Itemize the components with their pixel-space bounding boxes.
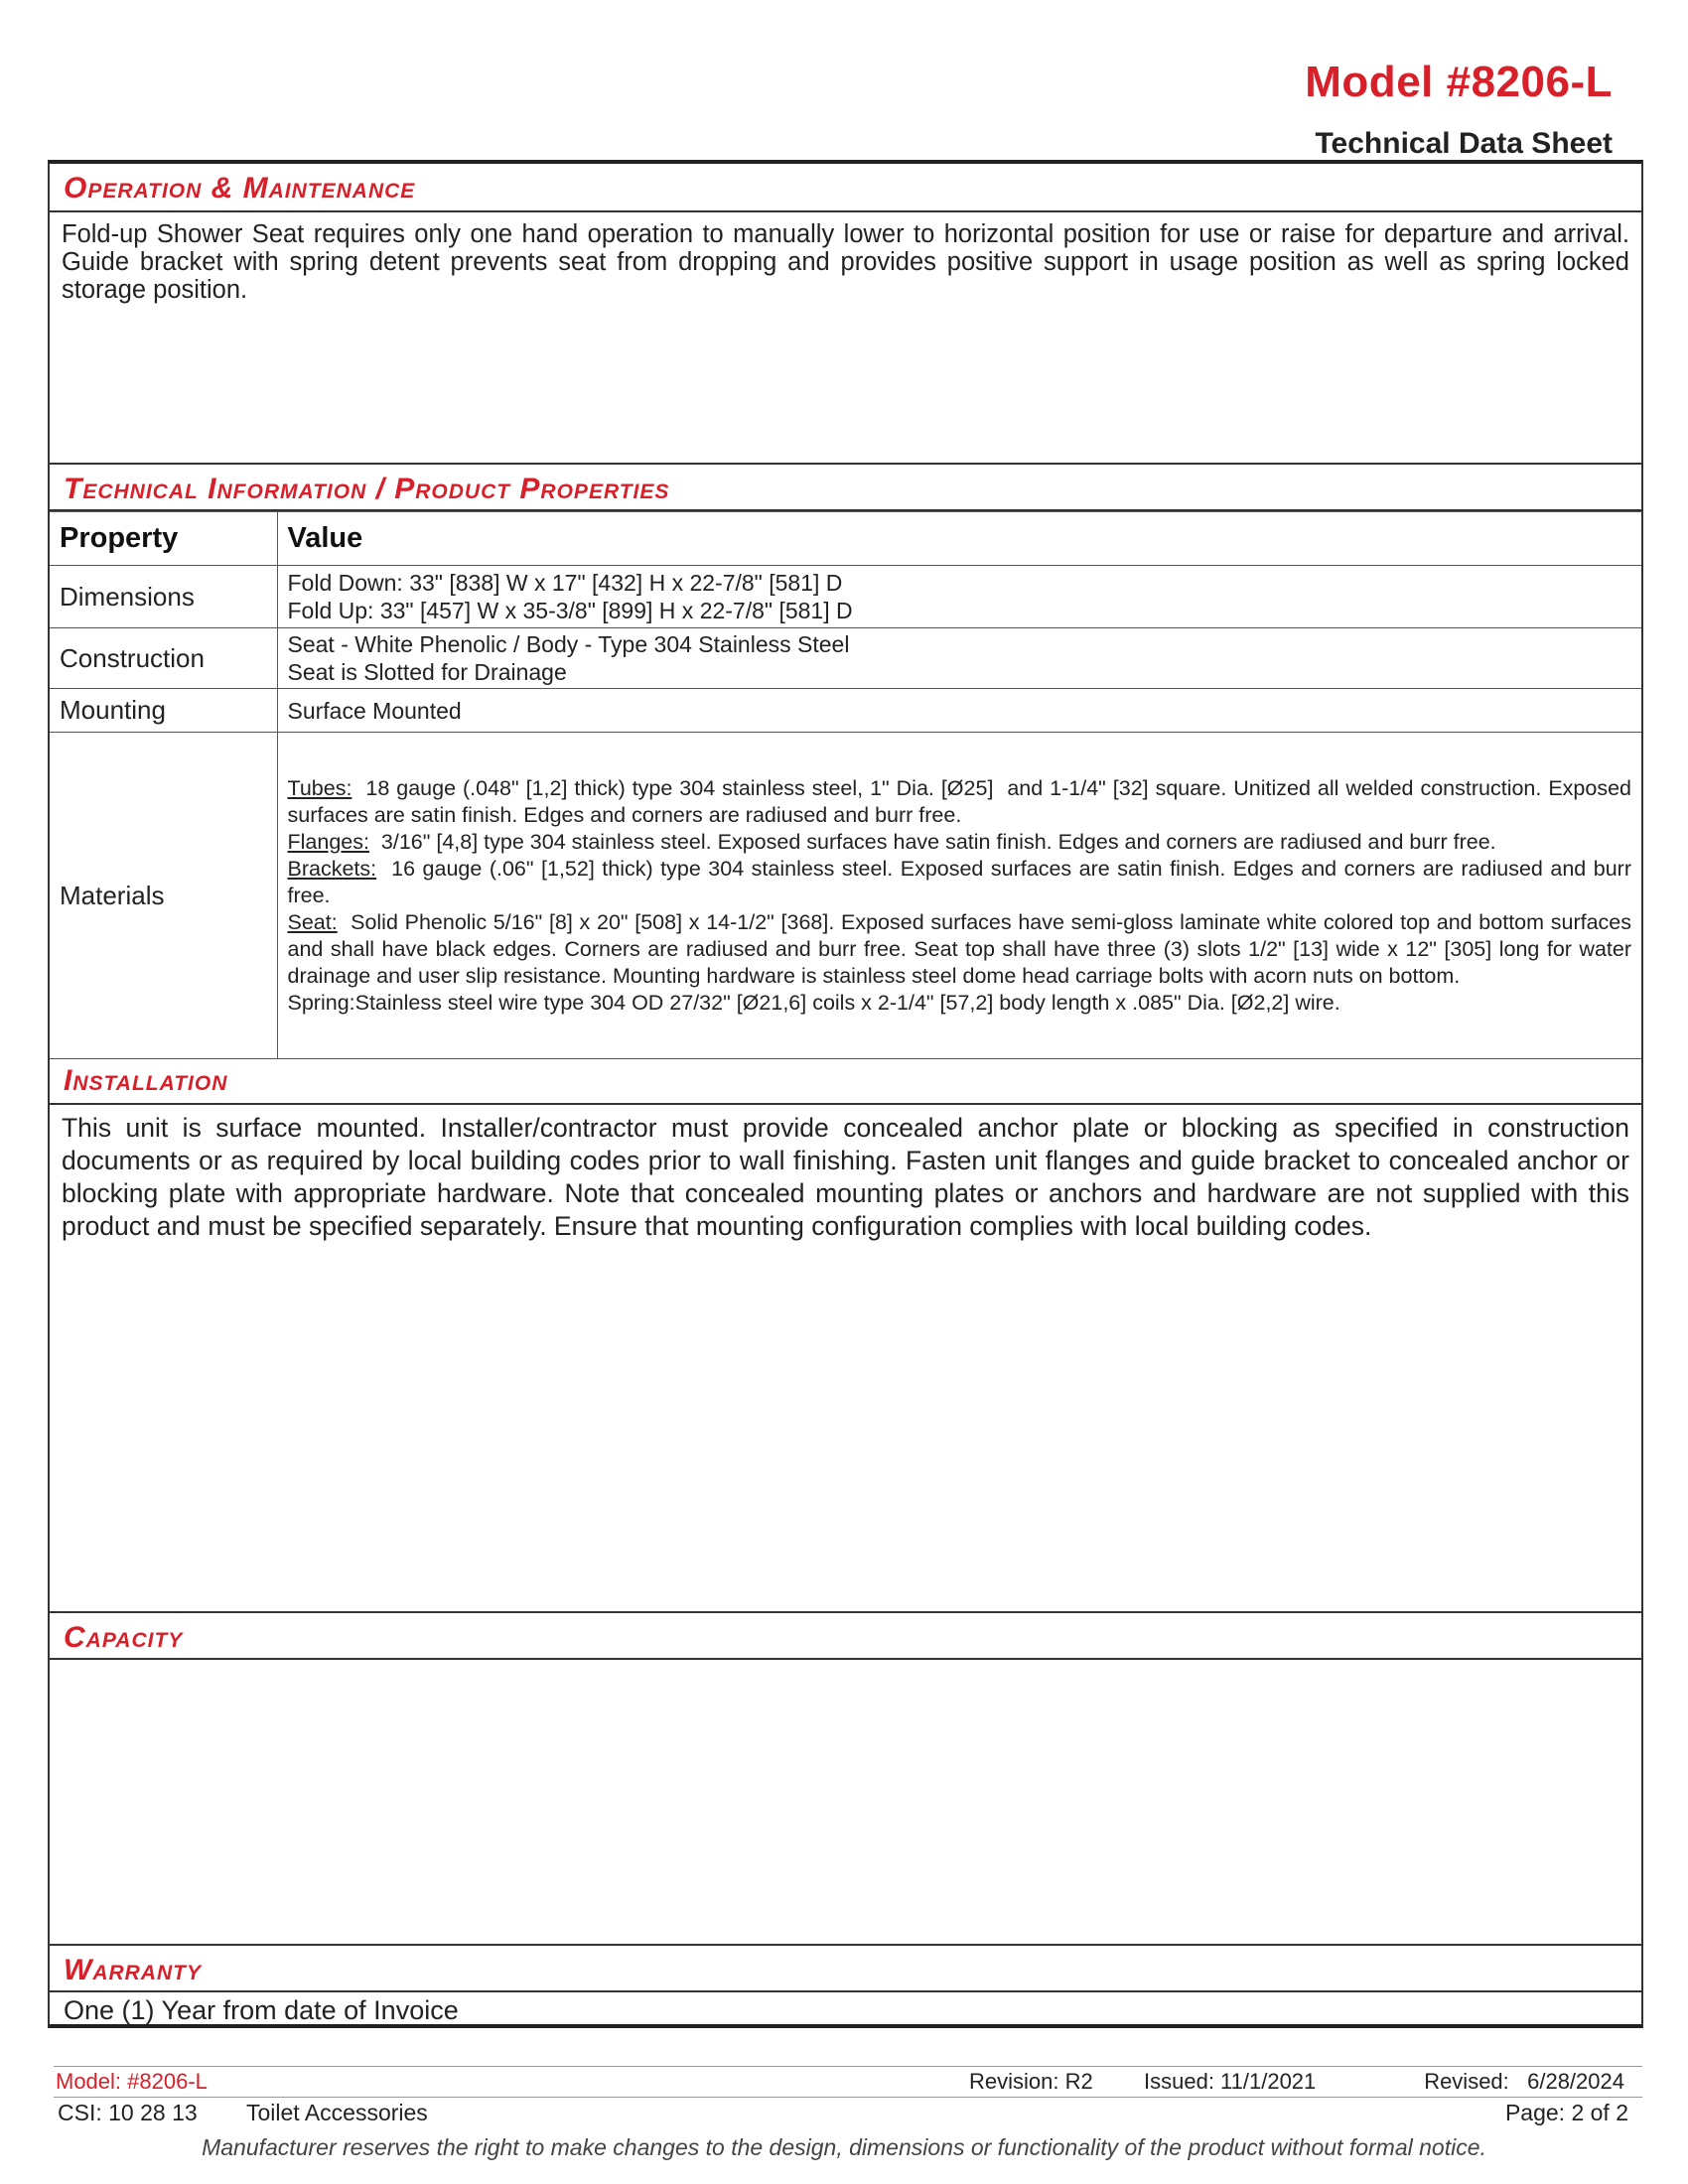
footer-issued: Issued: 11/1/2021 bbox=[1144, 2069, 1317, 2094]
property-cell: Materials bbox=[50, 733, 277, 1059]
installation-header bbox=[50, 1056, 1641, 1105]
materials-item bbox=[287, 775, 1637, 829]
warranty-heading: Warranty bbox=[64, 1954, 202, 1986]
sheet-title: Technical Data Sheet bbox=[1315, 127, 1613, 160]
materials-item-text: 18 gauge (.048" [1,2] thick) type 304 stainless steel, 1" Dia. [Ø25] and 1-1/4" [32] square. Unitized all welded construction. Exposed surfaces are satin finish. Edges and corners are radiused and burr free. bbox=[287, 775, 1637, 827]
warranty-text: One (1) Year from date of Invoice bbox=[64, 1995, 459, 2025]
data-sheet-frame bbox=[48, 160, 1643, 2028]
footer-revised: Revised: 6/28/2024 bbox=[1424, 2069, 1624, 2094]
warranty-header bbox=[50, 1944, 1641, 1992]
materials-item-text: 3/16" [4,8] type 304 stainless steel. Exposed surfaces have satin finish. Edges and corners are radiused and burr free. bbox=[368, 829, 1496, 854]
materials-item-text: 16 gauge (.06" [1,52] thick) type 304 stainless steel. Exposed surfaces are satin finish. Edges and corners are radiused and burr free. bbox=[287, 856, 1637, 907]
footer-info-bar bbox=[58, 2098, 1628, 2127]
footer-model: Model: #8206-L bbox=[56, 2069, 208, 2094]
materials-item-label: Flanges: bbox=[287, 829, 369, 854]
materials-item bbox=[288, 990, 1632, 1017]
footer-csi: CSI: 10 28 13 bbox=[58, 2100, 198, 2125]
value-line: Surface Mounted bbox=[287, 697, 462, 724]
capacity-heading: Capacity bbox=[64, 1621, 184, 1654]
table-row bbox=[50, 628, 1641, 689]
footer-disclaimer: Manufacturer reserves the right to make changes to the design, dimensions or functionality of the product without formal notice. bbox=[202, 2134, 1486, 2160]
value-line: Fold Up: 33" [457] W x 35-3/8" [899] H x 22-7/8" [581] D bbox=[287, 598, 853, 623]
value-line: Fold Down: 33" [838] W x 17" [432] H x 22-7/8" [581] D bbox=[287, 570, 843, 596]
operation-header bbox=[50, 164, 1641, 212]
materials-item bbox=[288, 829, 1632, 856]
materials-item-label: Brackets: bbox=[287, 856, 377, 881]
materials-item-text: Solid Phenolic 5/16" [8] x 20" [508] x 14-1/2" [368]. Exposed surfaces have semi-gloss laminate white colored top and bottom surfaces and shall have black edges. Corners are radiused and burr free. Seat top shall have three (3) slots 1/2" [13] wide x 12" [305] long for water drainage and user slip resistance. Mounting hardware is stainless steel dome head carriage bolts with acorn nuts on bottom. bbox=[287, 909, 1637, 988]
materials-item bbox=[287, 856, 1637, 909]
value-cell bbox=[277, 628, 1641, 689]
property-cell: Dimensions bbox=[50, 566, 277, 628]
footer-revision-bar bbox=[54, 2066, 1642, 2098]
value-line: Seat - White Phenolic / Body - Type 304 Stainless Steel bbox=[287, 631, 850, 657]
materials-item bbox=[287, 909, 1637, 990]
properties-table bbox=[50, 511, 1641, 1059]
footer-revision: Revision: R2 bbox=[969, 2069, 1093, 2094]
technical-header bbox=[50, 463, 1641, 511]
materials-item-label: Tubes: bbox=[287, 775, 352, 800]
footer-page-number: Page: 2 of 2 bbox=[1504, 2100, 1628, 2125]
model-title: Model #8206-L bbox=[1305, 58, 1613, 106]
value-line: Seat is Slotted for Drainage bbox=[287, 659, 567, 685]
value-column-header: Value bbox=[277, 512, 1641, 566]
materials-item-text: Spring:Stainless steel wire type 304 OD 27/32" [Ø21,6] coils x 2-1/4" [57,2] body length x .085" Dia. [Ø2,2] wire. bbox=[287, 990, 1340, 1015]
value-cell bbox=[277, 566, 1641, 628]
materials-item-label: Seat: bbox=[287, 909, 338, 934]
operation-heading: Operation & Maintenance bbox=[64, 172, 416, 205]
value-cell bbox=[277, 689, 1641, 733]
installation-text: This unit is surface mounted. Installer/contractor must provide concealed anchor plate or blocking as specified in construction documents or as required by local building codes prior to wall finishing. Fasten unit flanges and guide bracket to concealed anchor or blocking plate with appropriate hardware. Note that concealed mounting plates or anchors and hardware are not supplied with this product and must be specified separately. Ensure that mounting configuration complies with local building codes. bbox=[62, 1113, 1629, 1241]
materials-cell bbox=[277, 733, 1641, 1059]
footer-category: Toilet Accessories bbox=[246, 2100, 428, 2125]
capacity-header bbox=[50, 1611, 1641, 1660]
table-row bbox=[50, 689, 1641, 733]
property-column-header: Property bbox=[50, 512, 277, 566]
technical-heading: Technical Information / Product Properties bbox=[64, 473, 670, 505]
table-row-materials bbox=[50, 733, 1641, 1059]
table-header-row bbox=[50, 512, 1641, 566]
property-cell: Construction bbox=[50, 628, 277, 689]
table-row bbox=[50, 566, 1641, 628]
property-cell: Mounting bbox=[50, 689, 277, 733]
installation-heading: Installation bbox=[64, 1064, 228, 1097]
operation-text: Fold-up Shower Seat requires only one hand operation to manually lower to horizontal position for use or raise for departure and arrival. Guide bracket with spring detent prevents seat from dropping and provides positive support in usage position as well as spring locked storage position. bbox=[62, 220, 1629, 304]
materials-text bbox=[287, 775, 1637, 1017]
